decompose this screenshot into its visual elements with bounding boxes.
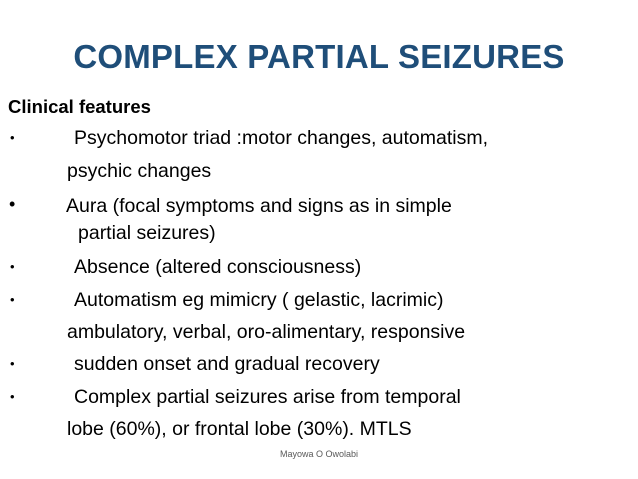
- section-heading: Clinical features: [8, 96, 151, 117]
- bullet-icon: •: [10, 356, 15, 371]
- bullet-icon: •: [9, 194, 16, 214]
- bullet-icon: •: [10, 389, 15, 404]
- bullet-icon: •: [10, 292, 15, 307]
- footer-author: Mayowa O Owolabi: [279, 449, 359, 459]
- bullet-2-line-1: Aura (focal symptoms and signs as in simple: [66, 195, 452, 217]
- bullet-3-line-1: Absence (altered consciousness): [74, 256, 362, 278]
- bullet-4-line-2: ambulatory, verbal, oro-alimentary, responsive: [67, 321, 466, 343]
- bullet-5-line-1: sudden onset and gradual recovery: [74, 353, 380, 375]
- bullet-6-line-2: lobe (60%), or frontal lobe (30%). MTLS: [67, 418, 412, 440]
- bullet-1-line-1: Psychomotor triad :motor changes, automatism,: [74, 127, 489, 149]
- bullet-2-line-2: partial seizures): [78, 222, 216, 244]
- bullet-6-line-1: Complex partial seizures arise from temporal: [74, 386, 461, 408]
- bullet-icon: •: [10, 130, 15, 145]
- bullet-1-line-2: psychic changes: [67, 160, 212, 182]
- slide-title: COMPLEX PARTIAL SEIZURES: [73, 38, 565, 75]
- bullet-icon: •: [10, 259, 15, 274]
- bullet-4-line-1: Automatism eg mimicry ( gelastic, lacrimic): [74, 289, 444, 311]
